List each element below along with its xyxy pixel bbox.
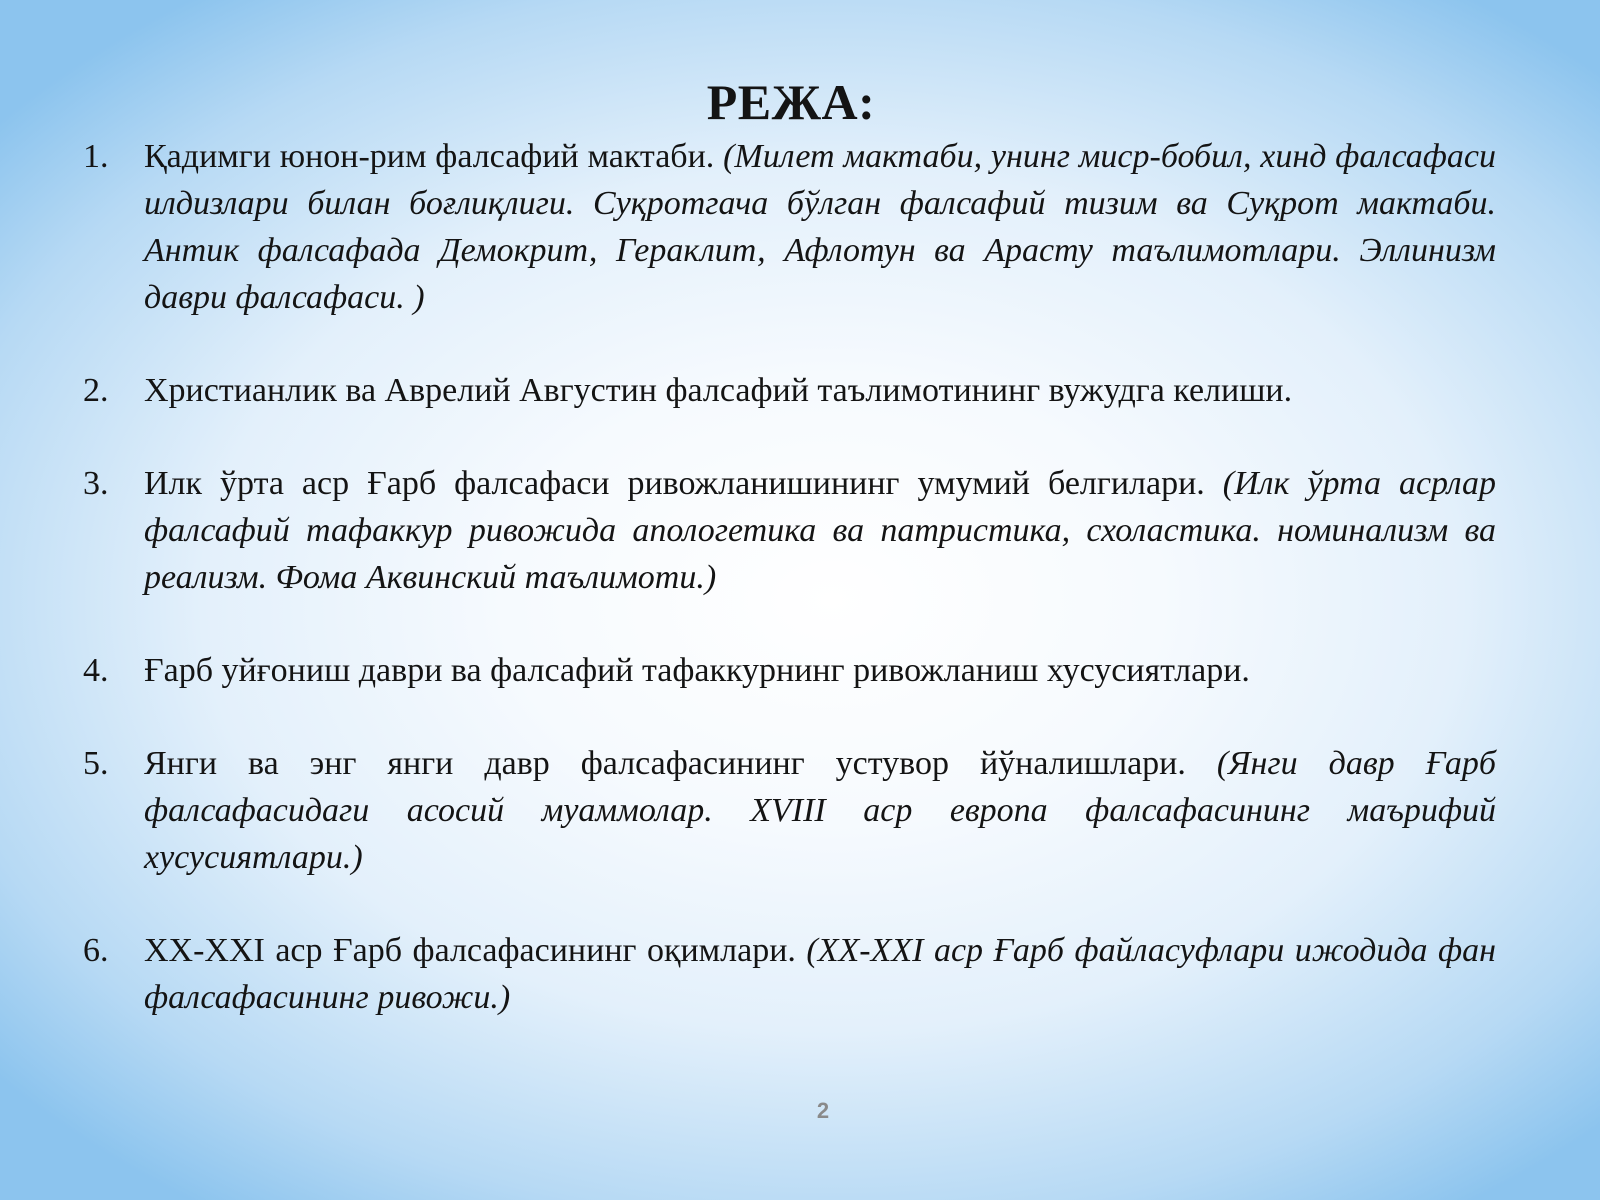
- list-item-main: Христианлик ва Аврелий Августин фалсафий таълимотининг вужудга келиши.: [144, 372, 1293, 409]
- list-item-text: [144, 647, 1496, 694]
- list-item: [0, 927, 1600, 1021]
- list-item-detail: (XX-XXI аср Ғарб файласуфлари ижодида фан фалсафасининг ривожи.): [144, 932, 1497, 1016]
- list-item-number: 4.: [83, 652, 109, 689]
- list-item-number: 3.: [83, 465, 109, 502]
- list-item: [0, 647, 1600, 694]
- list-item-text: [144, 740, 1496, 881]
- list-item-main: XX-XXI аср Ғарб фалсафасининг оқимлари.: [144, 932, 796, 969]
- list-item-detail: (Илк ўрта асрлар фалсафий тафаккур ривожида апологетика ва патристика, схоластика. номинализм ва реализм. Фома Аквинский таълимоти.): [144, 465, 1496, 596]
- list-item-main: Янги ва энг янги давр фалсафасининг устувор йўналишлари.: [144, 745, 1186, 782]
- list-item-number: 6.: [83, 932, 109, 969]
- list-item-main: Ғарб уйғониш даври ва фалсафий тафаккурнинг ривожланиш хусусиятлари.: [144, 652, 1250, 689]
- list-item-text: [144, 367, 1496, 414]
- slide-title: РЕЖА:: [706, 74, 876, 130]
- list-item: [0, 740, 1600, 881]
- list-item: [0, 460, 1600, 601]
- list-item-main: Илк ўрта аср Ғарб фалсафаси ривожланишининг умумий белгилари.: [144, 465, 1205, 502]
- list-item-number: 2.: [83, 372, 109, 409]
- plan-list: [0, 133, 1600, 1067]
- list-item-text: [144, 133, 1496, 321]
- list-item-detail: (Милет мактаби, унинг миср-бобил, хинд фалсафаси илдизлари билан боғлиқлиги. Суқротгача бўлган фалсафий тизим ва Суқрот мактаби. Антик фалсафада Демокрит, Гераклит, Афлотун ва Арасту таълимотлари. Эллинизм даври фалсафаси. ): [144, 138, 1497, 316]
- page-number: 2: [816, 1098, 830, 1123]
- list-item-number: 1.: [83, 138, 109, 175]
- list-item-number: 5.: [83, 745, 109, 782]
- list-item-detail: (Янги давр Ғарб фалсафасидаги асосий муаммолар. XVIII аср европа фалсафасининг маърифий хусусиятлари.): [144, 745, 1497, 876]
- list-item: [0, 133, 1600, 321]
- list-item-main: Қадимги юнон-рим фалсафий мактаби.: [144, 138, 715, 175]
- list-item-text: [144, 927, 1496, 1021]
- list-item: [0, 367, 1600, 414]
- list-item-text: [144, 460, 1496, 601]
